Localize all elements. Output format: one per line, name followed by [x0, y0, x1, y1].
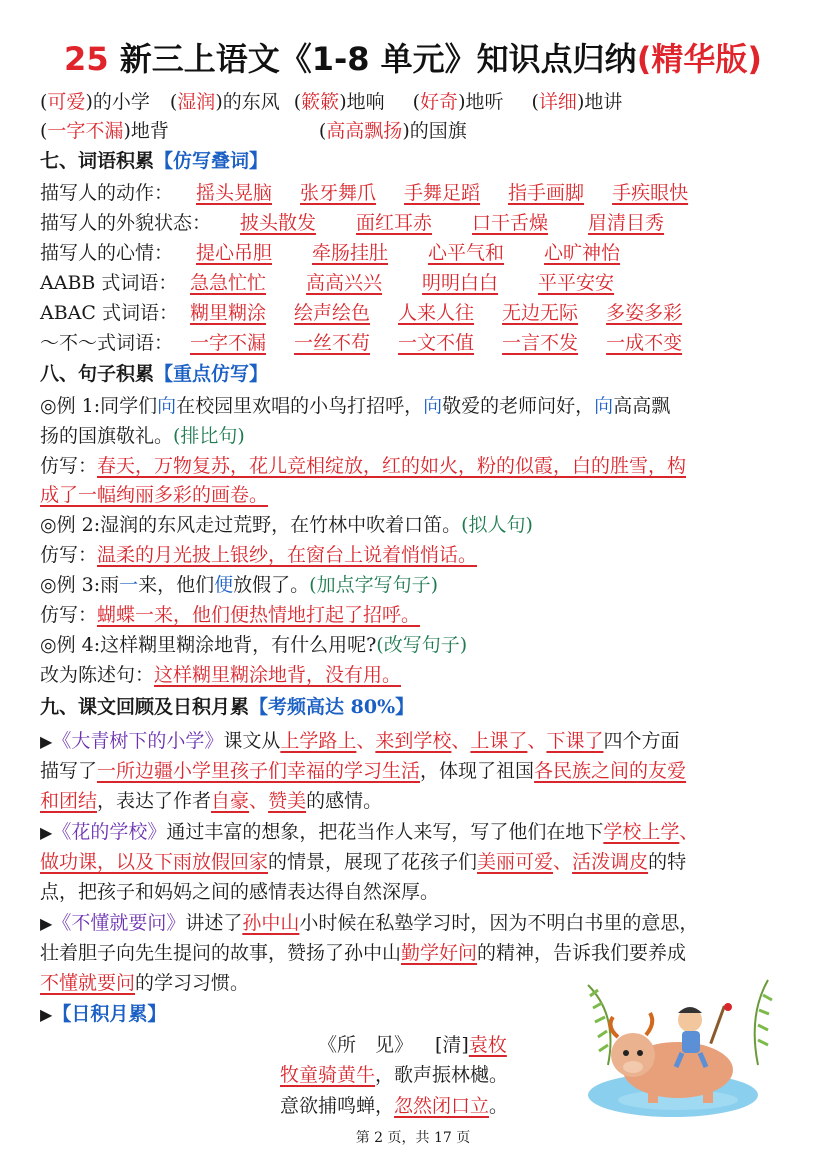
word-item: 提心吊胆 [196, 242, 273, 264]
section-9-heading [40, 693, 414, 721]
title-main: 新三上语文《1-8 单元》知识点归纳 [119, 40, 637, 78]
example-2 [40, 511, 533, 539]
word-item: 眉清目秀 [588, 212, 665, 234]
word-item: 人来人往 [398, 302, 475, 324]
answer: 活泼调皮 [572, 851, 649, 873]
answer: 簌簌 [301, 91, 340, 113]
answer: 和团结 [40, 790, 98, 812]
section-tag: 【重点仿写】 [154, 363, 269, 385]
word-item: 无边无际 [502, 302, 579, 324]
word-row [40, 239, 660, 267]
imitation-4 [40, 661, 401, 689]
word-item: 一言不发 [502, 332, 579, 354]
section-7-heading [40, 147, 268, 175]
text: 的特 [648, 851, 687, 873]
answer: 上课了 [470, 730, 528, 752]
word-item: 一文不值 [398, 332, 475, 354]
text: 、 [356, 730, 376, 752]
label: 仿写： [40, 455, 98, 477]
text: 在校园里欢唱的小鸟打招呼， [176, 395, 424, 417]
word-item: 急急忙忙 [190, 272, 267, 294]
page-title [0, 34, 826, 80]
imitation-1-cont [40, 481, 268, 509]
lesson-title: 《大青树下的小学》 [52, 730, 224, 752]
note: (改写句子) [376, 634, 468, 656]
word-item: 绘声绘色 [294, 302, 371, 324]
row-label: 描写人的外貌状态： [40, 212, 212, 234]
text: 通过丰富的想象，把花当作人来写，写了他们在地下 [166, 821, 604, 843]
text: 的学习习惯。 [135, 972, 250, 994]
answer: 这样糊里糊涂地背，没有用。 [154, 664, 402, 686]
word-row [40, 269, 654, 297]
word-line-2: (一字不漏)地背 (高高飘扬)的国旗 [40, 120, 467, 142]
word-item: 心旷神怡 [544, 242, 621, 264]
section-title: 七、词语积累 [40, 150, 155, 172]
text: 放假了。 [233, 574, 310, 596]
label: 改为陈述句： [40, 664, 155, 686]
dynasty: [清] [435, 1034, 469, 1056]
word-row [40, 299, 710, 327]
text: ◎例 1:同学们 [40, 395, 158, 417]
word-item: 披头散发 [240, 212, 317, 234]
row-label: ABAC 式词语： [40, 302, 178, 324]
review-1-line-2 [40, 757, 686, 785]
word-line-1: (可爱)的小学 (湿润)的东风 (簌簌)地响 (好奇)地听 (详细)地讲 [40, 91, 623, 113]
word-item: 糊里糊涂 [190, 302, 267, 324]
word-row [40, 209, 704, 237]
poem-line-1 [280, 1061, 508, 1089]
answer: 详细 [538, 91, 577, 113]
answer: 勤学好问 [401, 942, 478, 964]
text: 、 [527, 730, 547, 752]
section-tag: 【考频高达 80%】 [249, 696, 415, 718]
text: 壮着胆子向先生提问的故事，赞扬了孙中山 [40, 942, 402, 964]
dotted-char: 一 [119, 574, 139, 596]
poem-title: 《所 见》 [318, 1034, 414, 1056]
word-item: 平平安安 [538, 272, 615, 294]
text: ，体现了祖国 [420, 760, 535, 782]
answer: 一字不漏 [47, 120, 124, 142]
answer: 各民族之间的友爱 [534, 760, 687, 782]
text: 的国旗 [409, 120, 467, 142]
text: 来，他们 [138, 574, 215, 596]
section-tag: 【日积月累】 [52, 1003, 167, 1025]
example-3 [40, 571, 438, 599]
word-item: 多姿多彩 [606, 302, 683, 324]
text: 讲述了 [185, 912, 243, 934]
review-2-line-2 [40, 848, 686, 876]
word-row [40, 179, 716, 207]
answer: 牧童骑黄牛 [280, 1064, 376, 1086]
text: 、 [679, 821, 699, 843]
section-title: 九、课文回顾及日积月累 [40, 696, 250, 718]
word-item: 手疾眼快 [612, 182, 689, 204]
answer: 美丽可爱 [477, 851, 554, 873]
answer: 蝴蝶一来，他们便热情地打起了招呼。 [97, 604, 421, 626]
page-number: 第 2 页，共 17 页 [355, 1130, 471, 1146]
word-item: 牵肠挂肚 [312, 242, 389, 264]
review-3-line-1 [40, 909, 698, 938]
review-2-line-3 [40, 878, 439, 906]
text: ，歌声振林樾。 [375, 1064, 509, 1086]
word-item: 一成不变 [606, 332, 683, 354]
boy-on-ox-illustration [578, 975, 778, 1125]
answer: 可爱 [47, 91, 86, 113]
example-4 [40, 631, 467, 659]
page-footer [0, 1127, 826, 1147]
text: ◎例 4:这样糊里糊涂地背，有什么用呢? [40, 634, 377, 656]
text: 课文从 [223, 730, 281, 752]
answer: 孙中山 [242, 912, 300, 934]
triangle-bullet-icon: ▶ [40, 914, 53, 933]
text: 点，把孩子和妈妈之间的感情表达得自然深厚。 [40, 881, 440, 903]
text: 地背 [130, 120, 169, 142]
word-item: 一丝不苟 [294, 332, 371, 354]
dotted-char: 向 [157, 395, 177, 417]
text: ，表达了作者 [97, 790, 212, 812]
word-item: 指手画脚 [508, 182, 585, 204]
review-1-line-1 [40, 727, 679, 756]
text: 小时候在私塾学习时，因为不明白书里的意思， [299, 912, 699, 934]
lesson-title: 《花的学校》 [52, 821, 167, 843]
daily-heading [40, 1000, 166, 1029]
answer: 忽然闭口立 [394, 1095, 490, 1117]
lesson-title: 《不懂就要问》 [52, 912, 186, 934]
text: 的感情。 [306, 790, 383, 812]
title-number: 25 [64, 40, 120, 78]
text: 描写了 [40, 760, 98, 782]
answer: 来到学校 [375, 730, 452, 752]
word-item: 面红耳赤 [356, 212, 433, 234]
review-3-line-3 [40, 969, 249, 997]
section-tag: 【仿写叠词】 [154, 150, 269, 172]
note: (排比句) [173, 425, 245, 447]
imitation-1 [40, 452, 686, 480]
text: ◎例 3:雨 [40, 574, 120, 596]
word-row [40, 329, 710, 357]
triangle-bullet-icon: ▶ [40, 823, 53, 842]
text: 。 [489, 1095, 509, 1117]
review-2-line-1 [40, 818, 698, 847]
text: 意欲捕鸣蝉， [280, 1095, 395, 1117]
answer: 春天，万物复苏，花儿竞相绽放，红的如火，粉的似霞，白的胜雪，构 [97, 455, 687, 477]
review-1-line-3 [40, 787, 382, 815]
answer: 温柔的月光披上银纱，在窗台上说着悄悄话。 [97, 544, 478, 566]
word-item: 手舞足蹈 [404, 182, 481, 204]
note: (加点字写句子) [309, 574, 438, 596]
label: 仿写： [40, 604, 98, 626]
answer: 下课了 [546, 730, 604, 752]
poem-line-2 [280, 1092, 508, 1120]
answer: 一所边疆小学里孩子们幸福的学习生活 [97, 760, 421, 782]
answer: 高高飘扬 [326, 120, 403, 142]
example-1 [40, 392, 670, 420]
word-item: 明明白白 [422, 272, 499, 294]
label: 仿写： [40, 544, 98, 566]
word-item: 口干舌燥 [472, 212, 549, 234]
row-label: 描写人的心情： [40, 242, 174, 264]
triangle-bullet-icon: ▶ [40, 1005, 53, 1024]
answer: 赞美 [268, 790, 307, 812]
text: 的情景，展现了花孩子们 [268, 851, 478, 873]
text: 地响 [346, 91, 385, 113]
text: 的东风 [222, 91, 280, 113]
answer: 不懂就要问 [40, 972, 136, 994]
answer: 自豪 [211, 790, 250, 812]
poem-author: 袁枚 [468, 1034, 507, 1056]
answer: 学校上学 [603, 821, 680, 843]
answer: 做功课，以及下雨放假回家 [40, 851, 269, 873]
text: 地听 [465, 91, 504, 113]
row-label: ～不～式词语： [40, 332, 174, 354]
note: (拟人句) [461, 514, 533, 536]
text: 、 [451, 730, 471, 752]
title-tag: (精华版) [636, 40, 762, 78]
section-8-heading [40, 360, 268, 388]
example-1-cont [40, 422, 245, 450]
imitation-3 [40, 601, 420, 629]
text: 地讲 [584, 91, 623, 113]
row-label: AABB 式词语： [40, 272, 178, 294]
triangle-bullet-icon: ▶ [40, 732, 53, 751]
dotted-char: 向 [594, 395, 614, 417]
word-item: 摇头晃脑 [196, 182, 273, 204]
dotted-char: 向 [423, 395, 443, 417]
dotted-char: 便 [214, 574, 234, 596]
row-label: 描写人的动作： [40, 182, 174, 204]
text: 高高飘 [613, 395, 671, 417]
word-item: 一字不漏 [190, 332, 267, 354]
text: ◎例 2:湿润的东风走过荒野，在竹林中吹着口笛。 [40, 514, 462, 536]
text: 的小学 [92, 91, 150, 113]
text: 敬爱的老师问好， [442, 395, 595, 417]
poem-title-line [318, 1031, 507, 1059]
text: 、 [553, 851, 573, 873]
word-item: 心平气和 [428, 242, 505, 264]
answer: 湿润 [177, 91, 216, 113]
review-3-line-2 [40, 939, 686, 967]
answer: 好奇 [420, 91, 459, 113]
text: 四个方面 [603, 730, 680, 752]
answer: 成了一幅绚丽多彩的画卷。 [40, 484, 269, 506]
word-item: 高高兴兴 [306, 272, 383, 294]
word-item: 张牙舞爪 [300, 182, 377, 204]
answer: 上学路上 [280, 730, 357, 752]
text: 扬的国旗敬礼。 [40, 425, 174, 447]
section-title: 八、句子积累 [40, 363, 155, 385]
imitation-2 [40, 541, 477, 569]
text: 、 [249, 790, 269, 812]
text: 的精神，告诉我们要养成 [477, 942, 687, 964]
